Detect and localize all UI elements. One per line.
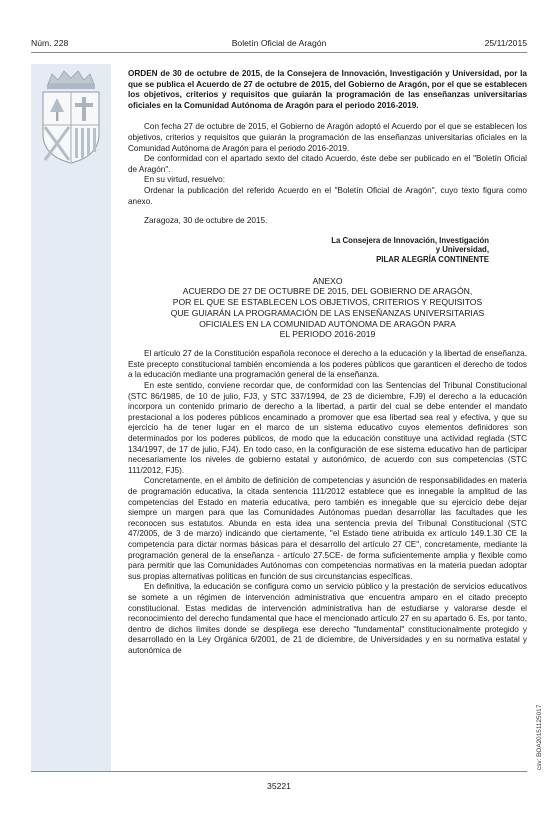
intro-paragraph: Con fecha 27 de octubre de 2015, el Gobierno de Aragón adoptó el Acuerdo por el que se establecen los objetivos, criterios y requisitos que guiarán la programación de las enseñanzas universitarias oficiales en la Comunidad Autónoma de Aragón para el periodo 2016-2019. — [128, 122, 527, 153]
annex-title-line: QUE GUIARÁN LA PROGRAMACIÓN DE LAS ENSEÑANZAS UNIVERSITARIAS — [170, 307, 485, 318]
coat-of-arms-icon — [34, 68, 108, 166]
signature-role: La Consejera de Innovación, Investigación — [331, 235, 489, 245]
signature-role-cont: y Universidad, — [435, 245, 489, 255]
intro-paragraph: En su virtud, resuelvo: — [144, 175, 226, 185]
header-rule — [31, 52, 527, 53]
annex-paragraph: En definitiva, la educación se configura como un servicio público y la prestación de servicios educativos se somete a un régimen de intervención administrativa que encuentra amparo en el citado precepto constitucional. Estas medidas de intervención administrativa han de estudiarse y valorarse desde el reconocimiento del derecho fundamental que hace el mencionado artículo 27 en su apartado 6. Es, por tanto, dentro de dichos límites donde se despliega ese derecho "fundamental" constitucionalmente protegido y desarrollado en la Ley Orgánica 6/2001, de 21 de diciembre, de Universidades y en su normativa estatal y autonómica de — [128, 582, 527, 655]
annex-title-line: EL PERIODO 2016-2019 — [279, 329, 376, 340]
left-sidebar-band — [31, 64, 111, 771]
annex-paragraph: Concretamente, en el ámbito de definición de competencias y asunción de responsabilidades en materia de programación educativa, la citada sentencia 111/2012 establece que es innegable la amplitud de las competencias del Estado en materia educativa, pero también es innegable que su ejercicio debe dejar siempre un margen para que las Comunidades Autónomas puedan desarrollar las facultades que les reconocen sus estatutos. Abunda en esta idea una sentencia previa del Tribunal Constitucional (STC 47/2005, de 3 de marzo) indicando que ciertamente, "el Estado tiene atribuida ex artículo 149.1.30 CE la competencia para dictar normas básicas para el desarrollo del artículo 27 CE", concretamente, mediante la programación general de la enseñanza - artículo 27.5CE- de forma suficientemente amplia y flexible como para permitir que las Comunidades Autónomas con competencias normativas en la materia puedan adoptar sus propias alternativas políticas en función de sus circunstancias específicas. — [128, 476, 527, 581]
annex-paragraph: El artículo 27 de la Constitución española reconoce el derecho a la educación y la libertad de enseñanza. Este precepto constitucional también encomienda a los poderes públicos que garanticen el derecho de todos a la educación mediante una programación general de la enseñanza. — [128, 349, 527, 380]
document-body — [128, 69, 527, 657]
publication-title: Boletín Oficial de Aragón — [231, 38, 327, 48]
issue-number: Núm. 228 — [31, 38, 69, 48]
footer-rule — [31, 771, 527, 772]
order-title: ORDEN de 30 de octubre de 2015, de la Consejera de Innovación, Investigación y Universidad, por la que se publica el Acuerdo de 27 de octubre de 2015, del Gobierno de Aragón, por el que se establecen los objetivos, criterios y requisitos que guiarán la programación de las enseñanzas universitarias oficiales en la Comunidad Autónoma de Aragón para el periodo 2016-2019. — [128, 69, 527, 110]
place-date: Zaragoza, 30 de octubre de 2015. — [144, 216, 268, 226]
signature-name: PILAR ALEGRÍA CONTINENTE — [376, 254, 489, 264]
page-number: 35221 — [267, 781, 291, 791]
signature-block — [128, 236, 489, 265]
intro-paragraph: Ordenar la publicación del referido Acuerdo en el "Boletín Oficial de Aragón", cuyo texto figura como anexo. — [128, 185, 527, 206]
publication-date: 25/11/2015 — [484, 38, 527, 48]
annex-title-line: ACUERDO DE 27 DE OCTUBRE DE 2015, DEL GOBIERNO DE ARAGÓN, — [182, 286, 473, 297]
csv-code-text: csv: BOA20151125017 — [536, 704, 543, 770]
annex-label: ANEXO — [312, 275, 343, 286]
annex-title-line: OFICIALES EN LA COMUNIDAD AUTÓNOMA DE ARAGÓN PARA — [199, 318, 456, 329]
intro-paragraph: De conformidad con el apartado sexto del citado Acuerdo, éste debe ser publicado en el "Boletín Oficial de Aragón". — [128, 154, 527, 174]
annex-paragraph: En este sentido, conviene recordar que, de conformidad con las Sentencias del Tribunal Constitucional (STC 86/1985, de 10 de julio, FJ3, y STC 337/1994, de 23 de diciembre, FJ9) el derecho a la educación incorpora un contenido primario de derecho a la libertad, a partir del cual se debe entender el mandato prestacional a los poderes públicos encaminado a promover que esa libertad sea real y efectiva, y que su ejercicio ha de tener lugar en el marco de un sistema educativo cuyos elementos definidores son determinados por los poderes públicos, de modo que la educación constituye una actividad reglada (STC 134/1997, de 17 de julio, FJ4). En todo caso, en la configuración de ese sistema educativo han de participar necesariamente los niveles de gobierno estatal y autonómico, de acuerdo con sus competencias (STC 111/2012, FJ5). — [128, 381, 527, 475]
page-header — [31, 38, 527, 50]
verification-code — [536, 690, 546, 770]
annex-title-line: POR EL QUE SE ESTABLECEN LOS OBJETIVOS, CRITERIOS Y REQUISITOS — [172, 297, 483, 308]
